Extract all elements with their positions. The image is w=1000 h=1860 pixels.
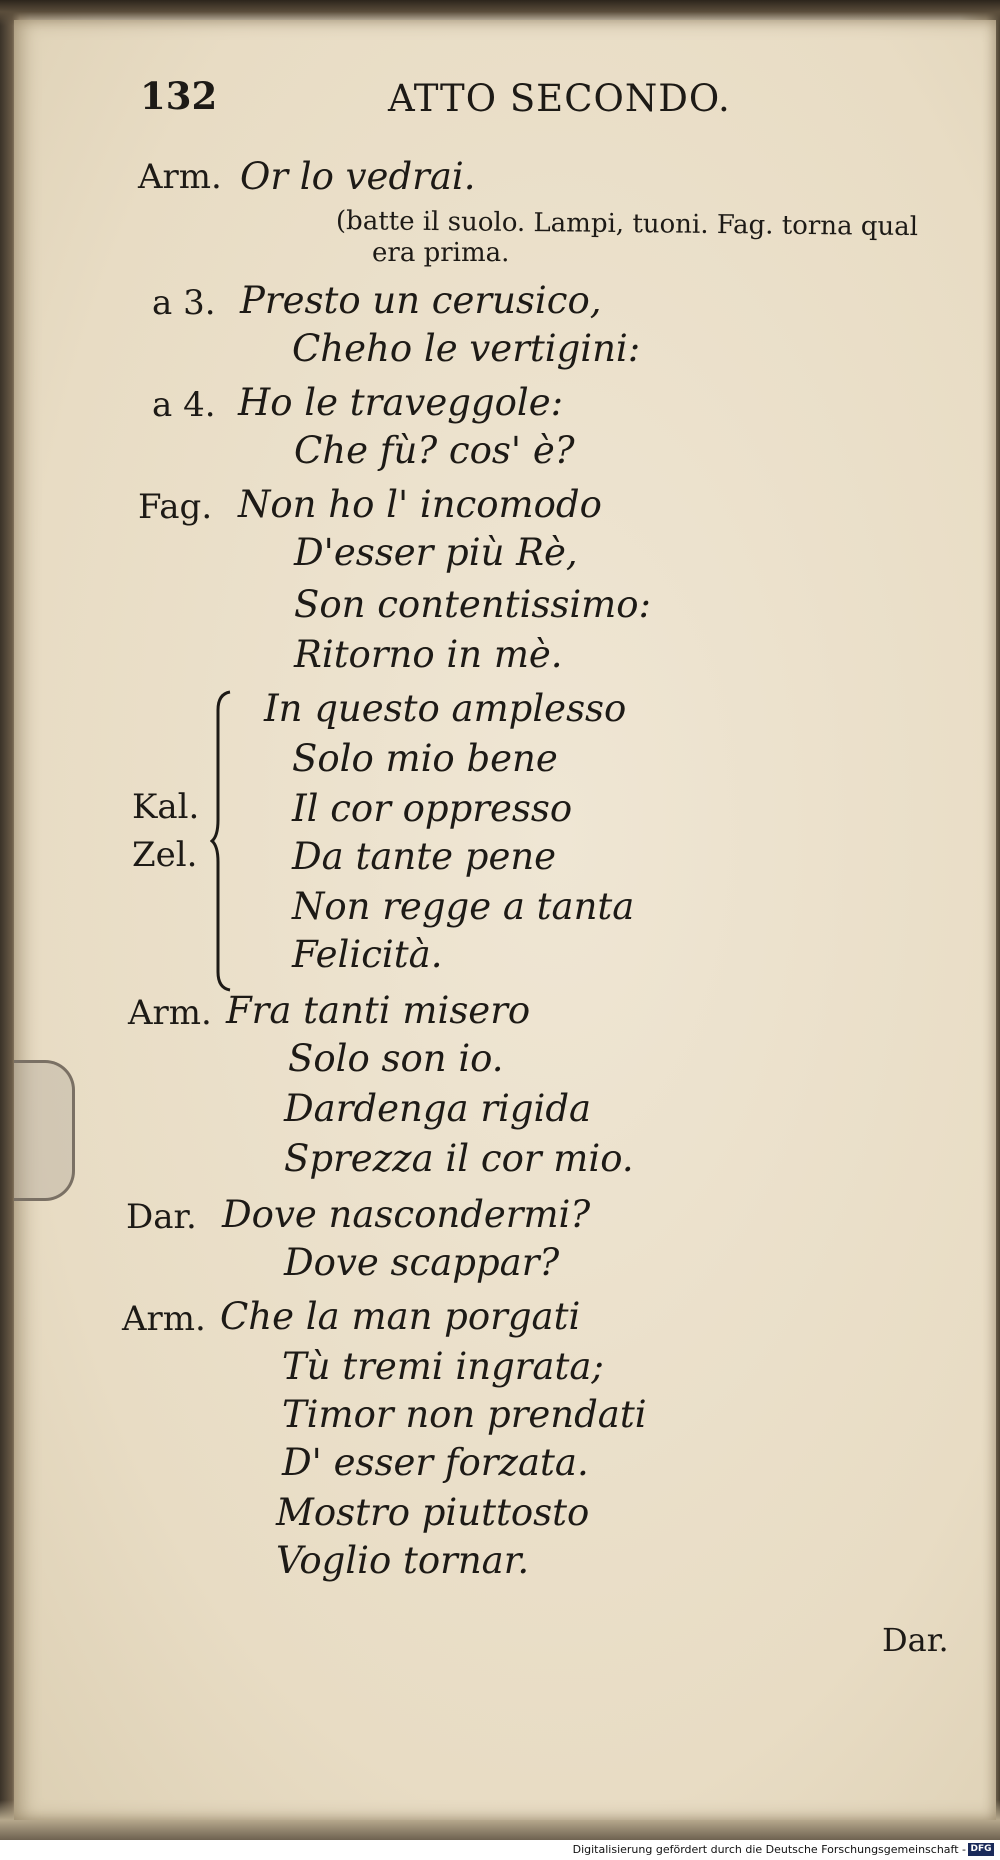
verse-line: Fra tanti misero xyxy=(226,989,531,1032)
verse-line: Che fù? cos' è? xyxy=(294,429,575,472)
verse-line: Son contentissimo: xyxy=(294,583,651,626)
verse-line: Mostro piuttosto xyxy=(276,1491,590,1534)
verse-line: Ho le traveggole: xyxy=(238,381,564,424)
speaker-fag: Fag. xyxy=(138,487,213,527)
verse-line: D'esser più Rè, xyxy=(294,531,578,574)
verse-line: Che la man porgati xyxy=(220,1295,581,1338)
verse-line: Sprezza il cor mio. xyxy=(284,1137,634,1180)
verse-line: Solo mio bene xyxy=(292,737,558,780)
verse-line: D' esser forzata. xyxy=(282,1441,589,1484)
verse-line: Or lo vedrai. xyxy=(240,155,476,198)
verse-line: Tù tremi ingrata; xyxy=(282,1345,604,1388)
speaker-kal: Kal. xyxy=(132,787,200,827)
verse-line: Non ho l' incomodo xyxy=(238,483,602,526)
running-title: ATTO SECONDO. xyxy=(388,77,731,120)
duet-brace xyxy=(210,688,236,994)
speaker-dar: Dar. xyxy=(126,1197,197,1237)
speaker-a3: a 3. xyxy=(152,283,216,323)
verse-line: Timor non prendati xyxy=(282,1393,647,1436)
speaker-a4: a 4. xyxy=(152,385,216,425)
speaker-arm: Arm. xyxy=(122,1299,206,1339)
verse-line: Dardenga rigida xyxy=(284,1087,592,1130)
digitization-footer xyxy=(0,1840,1000,1860)
dfg-logo-icon: DFG xyxy=(968,1843,994,1856)
verse-line: Da tante pene xyxy=(292,835,557,878)
speaker-zel: Zel. xyxy=(132,835,198,875)
verse-line: Il cor oppresso xyxy=(292,787,573,830)
catchword: Dar. xyxy=(882,1621,949,1659)
page-clip-bookmark xyxy=(14,1060,75,1201)
verse-line: Cheho le vertigini: xyxy=(292,327,641,370)
verse-line: In questo amplesso xyxy=(264,687,627,730)
verse-line: Ritorno in mè. xyxy=(294,633,563,676)
verse-line: Felicità. xyxy=(292,933,443,976)
stage-direction: (batte il suolo. Lampi, tuoni. Fag. torna qual xyxy=(335,206,919,243)
page-number: 132 xyxy=(140,74,218,118)
speaker-arm: Arm. xyxy=(138,157,222,197)
speaker-arm: Arm. xyxy=(128,993,212,1033)
verse-line: Dove scappar? xyxy=(284,1241,560,1284)
stage-direction: era prima. xyxy=(372,238,510,268)
verse-line: Voglio tornar. xyxy=(276,1539,530,1582)
verse-line: Dove nascondermi? xyxy=(222,1193,591,1236)
verse-line: Solo son io. xyxy=(288,1037,504,1080)
footer-credit: Digitalisierung gefördert durch die Deutsche Forschungsgemeinschaft - xyxy=(572,1843,966,1856)
verse-line: Non regge a tanta xyxy=(292,885,635,928)
verse-line: Presto un cerusico, xyxy=(240,279,602,322)
